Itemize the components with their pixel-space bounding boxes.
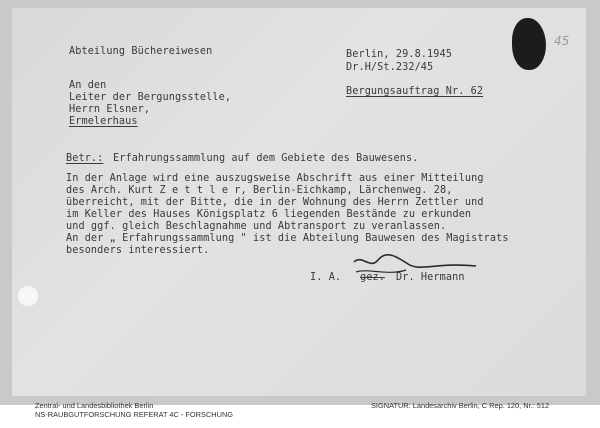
reference-number: Dr.H/St.232/45 [346,62,434,73]
body-line: und ggf. gleich Beschlagnahme und Abtransport zu veranlassen. [66,221,447,232]
pencil-page-number: 45 [554,34,570,48]
body-line: In der Anlage wird eine auszugsweise Abschrift aus einer Mitteilung [66,173,484,184]
subject-text: Erfahrungssammlung auf dem Gebiete des Bauwesens. [113,153,419,164]
footer-institution: Zentral- und Landesbibliothek Berlin [35,401,154,410]
handwritten-signature [348,250,478,280]
body-line: des Arch. Kurt Z e t t l e r, Berlin-Eichkamp, Lärchenweg. 28, [66,185,453,196]
body-line: An der „ Erfahrungssammlung " ist die Abteilung Bauwesen des Magistrats [66,233,509,244]
ink-blot [512,18,546,70]
subject-label: Betr.: [66,153,104,164]
punch-hole [18,286,38,306]
signature-name: Dr. Hermann [396,272,465,283]
footer-department: NS-RAUBGUTFORSCHUNG REFERAT 4C - FORSCHUNG [35,410,234,419]
footer-signature-ref: SIGNATUR: Landesarchiv Berlin, C Rep. 120, Nr.: 512 [371,401,550,410]
order-number: Bergungsauftrag Nr. 62 [346,86,484,97]
department-heading: Abteilung Büchereiwesen [69,46,213,57]
recipient-line: Herrn Elsner, [69,104,151,115]
recipient-line: An den [69,80,107,91]
signature-prefix: I. A. [310,272,342,283]
place-date: Berlin, 29.8.1945 [346,49,452,60]
letter-sheet [12,8,586,396]
recipient-line: Ermelerhaus [69,116,138,127]
body-line: im Keller des Hauses Königsplatz 6 liegenden Bestände zu erkunden [66,209,472,220]
signature-abbrev: gez. [360,272,385,283]
body-line: überreicht, mit der Bitte, die in der Wohnung des Herrn Zettler und [66,197,484,208]
recipient-line: Leiter der Bergungsstelle, [69,92,232,103]
body-line: besonders interessiert. [66,245,210,256]
